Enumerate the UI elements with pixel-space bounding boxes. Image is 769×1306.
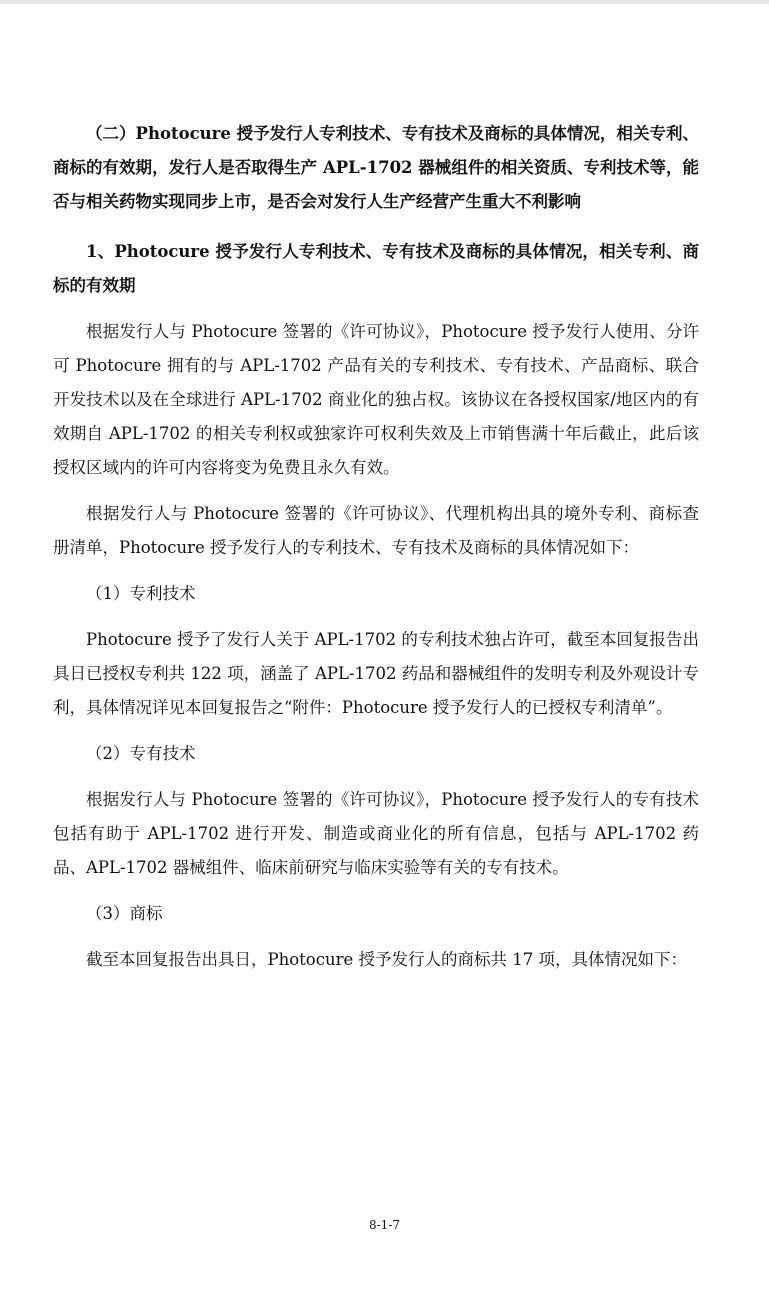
document-body <box>53 117 699 977</box>
page-number: 8-1-7 <box>368 1218 400 1232</box>
paragraph-know-how: 根据发行人与 Photocure 签署的《许可协议》，Photocure 授予发行人的专有技术包括有助于 APL-1702 进行开发、制造或商业化的所有信息，包括与 APL-1702 药品、APL-1702 器械组件、临床前研究与临床实验等有关的专有技术。 <box>53 790 699 877</box>
paragraph-license-agreement: 根据发行人与 Photocure 签署的《许可协议》，Photocure 授予发行人使用、分许可 Photocure 拥有的与 APL-1702 产品有关的专利技术、专有技术、产品商标、联合开发技术以及在全球进行 APL-1702 商业化的独占权。该协议在各授权国家/地区内的有效期自 APL-1702 的相关专利权或独家许可权利失效及上市销售满十年后截止，此后该授权区域内的许可内容将变为免费且永久有效。 <box>53 322 699 477</box>
paragraph-patents: Photocure 授予了发行人关于 APL-1702 的专利技术独占许可，截至本回复报告出具日已授权专利共 122 项，涵盖了 APL-1702 药品和器械组件的发明专利及外观设计专利，具体情况详见本回复报告之“附件：Photocure 授予发行人的已授权专利清单”。 <box>53 630 699 717</box>
paragraph-trademarks: 截至本回复报告出具日，Photocure 授予发行人的商标共 17 项，具体情况如下： <box>86 950 687 969</box>
section-heading: （二）Photocure 授予发行人专利技术、专有技术及商标的具体情况，相关专利、商标的有效期，发行人是否取得生产 APL-1702 器械组件的相关资质、专利技术等，能否与相关药物实现同步上市，是否会对发行人生产经营产生重大不利影响 <box>53 124 699 211</box>
item-heading-trademarks: （3）商标 <box>86 904 163 923</box>
paragraph-overview: 根据发行人与 Photocure 签署的《许可协议》、代理机构出具的境外专利、商标查册清单，Photocure 授予发行人的专利技术、专有技术及商标的具体情况如下： <box>53 504 699 557</box>
item-heading-patents: （1）专利技术 <box>86 584 196 603</box>
sub-heading: 1、Photocure 授予发行人专利技术、专有技术及商标的具体情况，相关专利、商标的有效期 <box>53 242 699 295</box>
item-heading-know-how: （2）专有技术 <box>86 744 196 763</box>
top-border <box>0 0 769 4</box>
